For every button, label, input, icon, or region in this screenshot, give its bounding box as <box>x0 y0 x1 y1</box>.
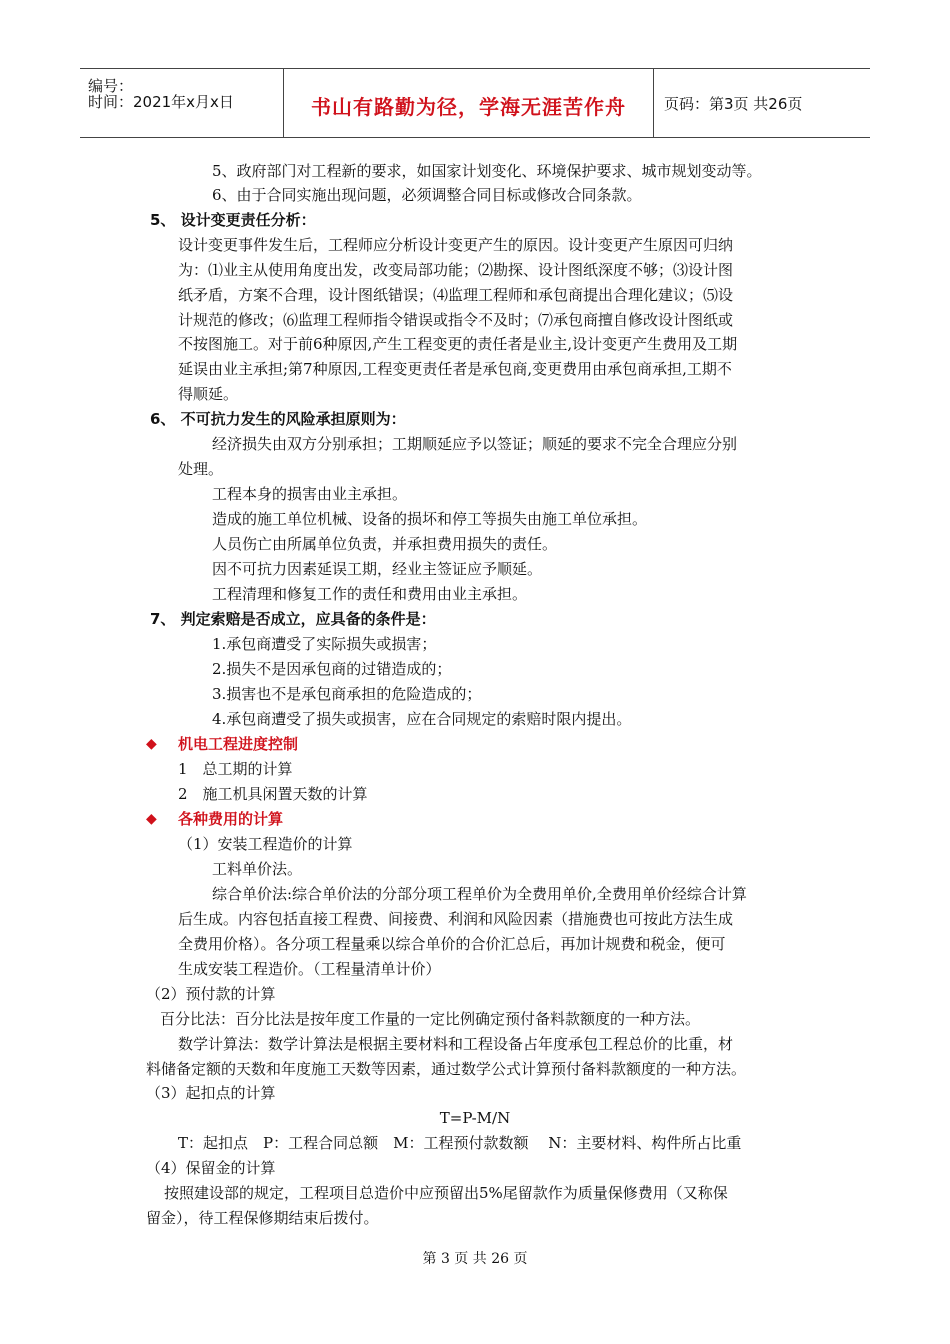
body-line: 生成安装工程造价。（工程量清单计价） <box>178 960 441 978</box>
body-line: 纸矛盾，方案不合理，设计图纸错误；⑷监理工程师和承包商提出合理化建议；⑸设 <box>178 286 734 304</box>
number-label: 编号： <box>88 77 134 95</box>
body-line: 处理。 <box>178 460 224 478</box>
body-line: 工程本身的损害由业主承担。 <box>212 485 408 503</box>
formula-legend: T：起扣点 P：工程合同总额 M：工程预付款数额 N：主要材料、构件所占比重 <box>178 1134 742 1152</box>
diamond-bullet-icon: ◆ <box>146 736 157 752</box>
subheading: （4）保留金的计算 <box>146 1159 276 1177</box>
body-line: 工料单价法。 <box>212 860 303 878</box>
body-line: 因不可抗力因素延误工期，经业主签证应予顺延。 <box>212 560 543 578</box>
header-meta-cell <box>80 69 284 137</box>
section-heading: 5、 设计变更责任分析： <box>150 211 316 229</box>
body-line: 得顺延。 <box>178 385 239 403</box>
subheading: （2）预付款的计算 <box>146 985 276 1003</box>
body-line: 按照建设部的规定，工程项目总造价中应预留出5%尾留款作为质量保修费用（又称保 <box>164 1184 728 1202</box>
body-line: 综合单价法:综合单价法的分部分项工程单价为全费用单价,全费用单价经综合计算 <box>212 885 747 903</box>
body-line: 工程清理和修复工作的责任和费用由业主承担。 <box>212 585 528 603</box>
body-line: 为：⑴业主从使用角度出发，改变局部功能；⑵勘探、设计图纸深度不够；⑶设计图 <box>178 261 734 279</box>
body-line: 5、政府部门对工程新的要求，如国家计划变化、环境保护要求、城市规划变动等。 <box>212 162 762 180</box>
body-line: 后生成。内容包括直接工程费、间接费、利润和风险因素（措施费也可按此方法生成 <box>178 910 734 928</box>
header-motto-cell <box>284 69 654 137</box>
body-line: 百分比法：百分比法是按年度工作量的一定比例确定预付备料款额度的一种方法。 <box>160 1010 701 1028</box>
body-line: 数学计算法：数学计算法是根据主要材料和工程设备占年度承包工程总价的比重，材 <box>178 1035 734 1053</box>
body-line: 不按图施工。对于前6种原因,产生工程变更的责任者是业主,设计变更产生费用及工期 <box>178 335 738 353</box>
red-heading: 各种费用的计算 <box>178 810 284 828</box>
formula: T=P-M/N <box>439 1109 511 1127</box>
subheading: （3）起扣点的计算 <box>146 1084 276 1102</box>
red-heading: 机电工程进度控制 <box>178 735 299 753</box>
body-line: 6、由于合同实施出现问题，必须调整合同目标或修改合同条款。 <box>212 186 642 204</box>
list-item: 2 施工机具闲置天数的计算 <box>178 785 368 803</box>
body-line: 经济损失由双方分别承担；工期顺延应予以签证；顺延的要求不完全合理应分别 <box>212 435 738 453</box>
body-line: 计规范的修改；⑹监理工程师指令错误或指令不及时；⑺承包商擅自修改设计图纸或 <box>178 311 734 329</box>
list-item: 3.损害也不是承包商承担的危险造成的； <box>212 685 482 703</box>
page-footer: 第 3 页 共 26 页 <box>422 1251 528 1267</box>
list-item: 2.损失不是因承包商的过错造成的； <box>212 660 452 678</box>
section-heading: 6、 不可抗力发生的风险承担原则为： <box>150 410 406 428</box>
page-info: 页码：第3页 共26页 <box>664 95 803 113</box>
subheading: （1）安装工程造价的计算 <box>178 835 353 853</box>
diamond-bullet-icon: ◆ <box>146 811 157 827</box>
body-line: 留金），待工程保修期结束后拨付。 <box>146 1209 379 1227</box>
body-line: 设计变更事件发生后，工程师应分析设计变更产生的原因。设计变更产生原因可归纳 <box>178 236 734 254</box>
list-item: 4.承包商遭受了损失或损害，应在合同规定的索赔时限内提出。 <box>212 710 632 728</box>
body-line: 人员伤亡由所属单位负责，并承担费用损失的责任。 <box>212 535 558 553</box>
motto: 书山有路勤为径，学海无涯苦作舟 <box>311 95 626 119</box>
page-header <box>80 68 870 138</box>
list-item: 1 总工期的计算 <box>178 760 293 778</box>
header-page-cell <box>654 69 870 137</box>
body-line: 料储备定额的天数和年度施工天数等因素，通过数学公式计算预付备料款额度的一种方法。 <box>146 1060 747 1078</box>
date-label: 时间：2021年x月x日 <box>88 93 234 111</box>
body-line: 造成的施工单位机械、设备的损坏和停工等损失由施工单位承担。 <box>212 510 648 528</box>
list-item: 1.承包商遭受了实际损失或损害； <box>212 635 437 653</box>
body-line: 全费用价格）。各分项工程量乘以综合单价的合价汇总后，再加计规费和税金，便可 <box>178 935 726 953</box>
body-line: 延误由业主承担;第7种原因,工程变更责任者是承包商,变更费用由承包商承担,工期不 <box>178 360 732 378</box>
section-heading: 7、 判定索赔是否成立，应具备的条件是： <box>150 610 436 628</box>
